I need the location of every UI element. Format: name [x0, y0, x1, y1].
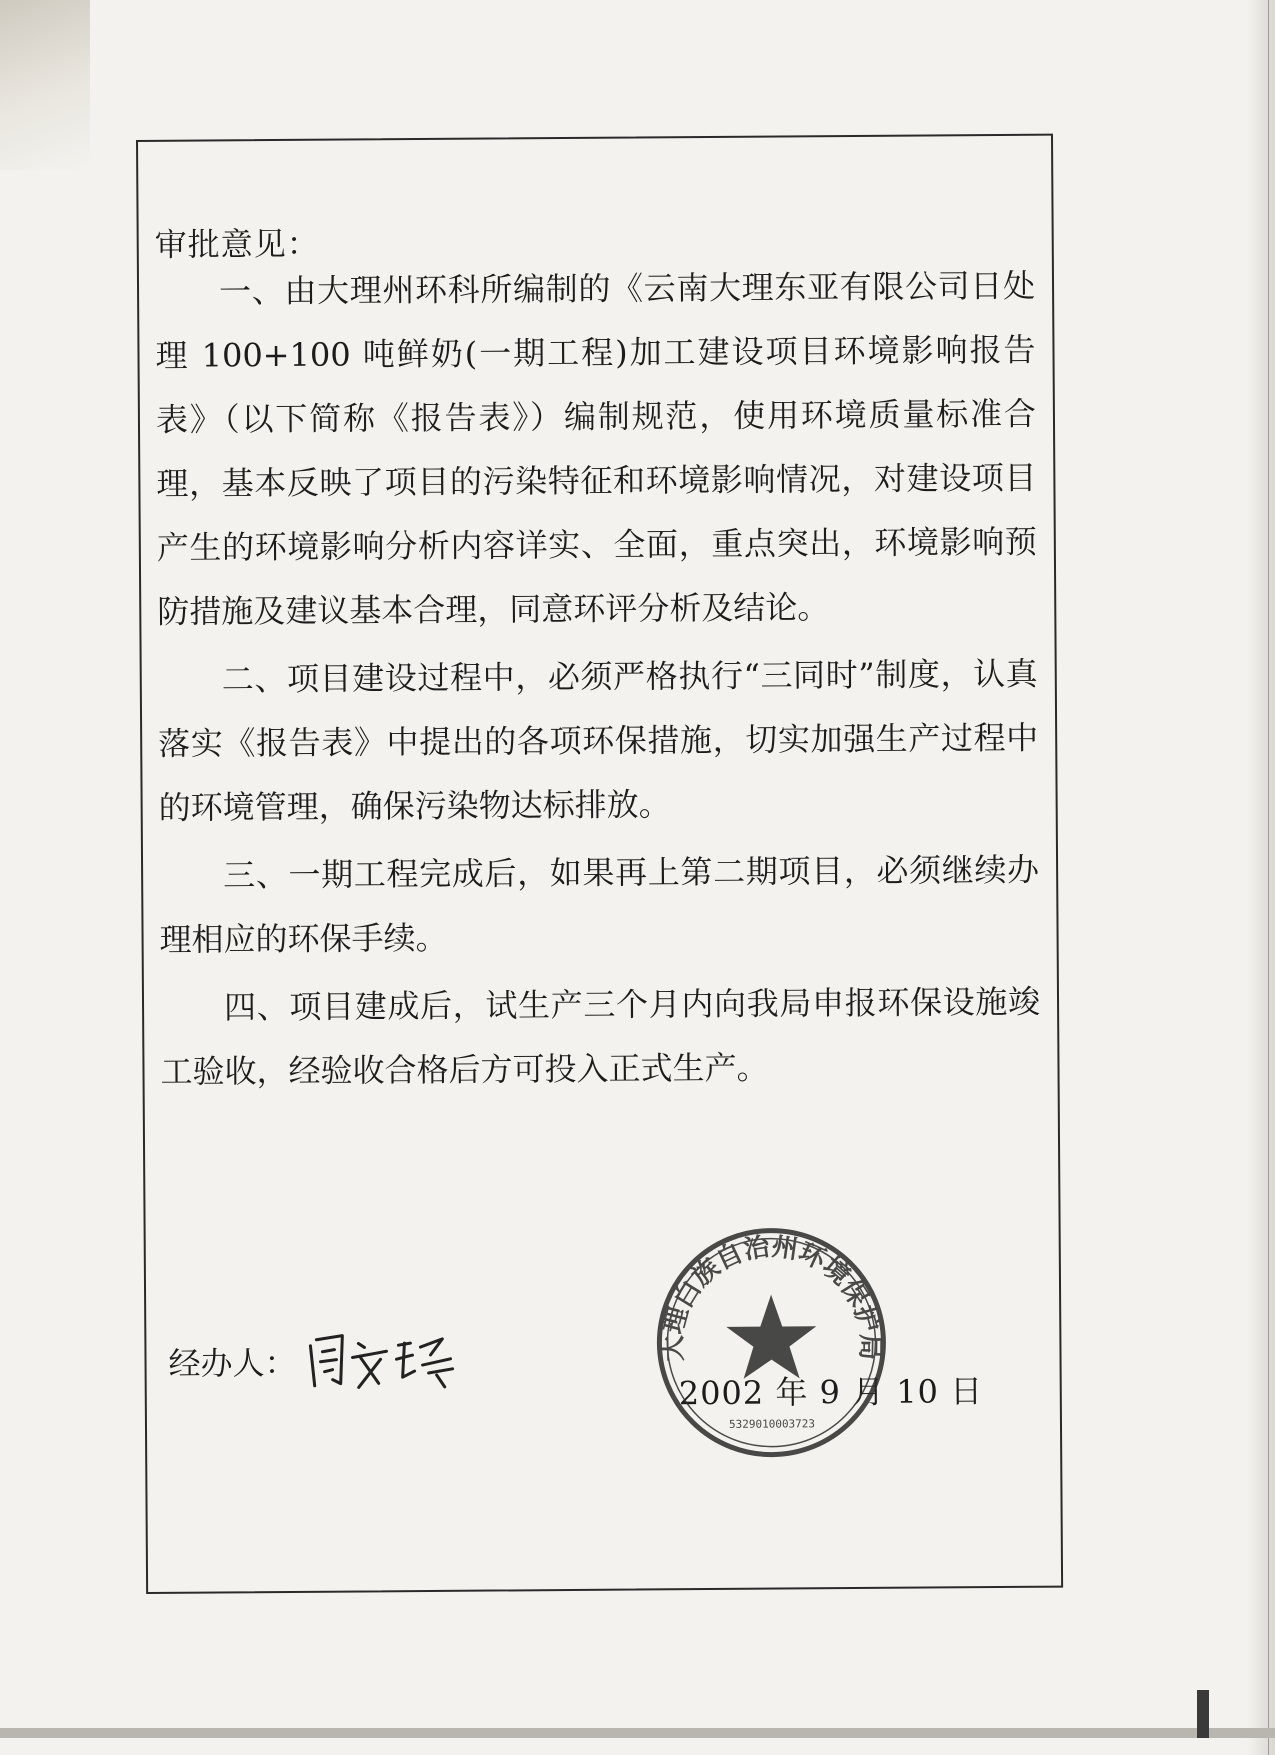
scan-corner-shadow	[0, 0, 90, 170]
seal-star-icon	[726, 1294, 817, 1379]
scan-edge-line	[1268, 0, 1269, 1755]
handwritten-signature	[302, 1325, 462, 1396]
seal-code: 5329010003723	[728, 1417, 816, 1431]
seal-text: 大理白族自治州环境保护局	[658, 1231, 885, 1362]
handler-label: 经办人：	[168, 1343, 297, 1383]
scan-mark	[1197, 1690, 1209, 1738]
opinion-paragraph-1: 一、由大理州环科所编制的《云南大理东亚有限公司日处理 100+100 吨鲜奶(一期工程)加工建设项目环境影响报告表》（以下简称《报告表》）编制规范，使用环境质量标准合理，基本反映了项目的污染特征和环境影响情况，对建设项目产生的环境影响分析内容详实、全面，重点突出，环境影响预防措施及建议基本合理，同意环评分析及结论。	[155, 266, 1037, 631]
approval-body	[155, 254, 1041, 1104]
scan-right-edge	[1247, 0, 1275, 1755]
official-seal	[651, 1222, 893, 1464]
handler-line	[168, 1325, 462, 1397]
approval-form-box	[136, 134, 1063, 1594]
opinion-paragraph-4: 四、项目建成后，试生产三个月内向我局申报环保设施竣工验收，经验收合格后方可投入正式生产。	[160, 982, 1041, 1091]
approval-heading: 审批意见：	[154, 224, 320, 264]
scan-bottom-bar	[0, 1728, 1275, 1738]
opinion-paragraph-2: 二、项目建设过程中，必须严格执行“三同时”制度，认真落实《报告表》中提出的各项环保措施，切实加强生产过程中的环境管理，确保污染物达标排放。	[158, 654, 1039, 827]
approval-date: 2002 年 9 月 10 日	[678, 1372, 984, 1413]
opinion-paragraph-3: 三、一期工程完成后，如果再上第二期项目，必须继续办理相应的环保手续。	[159, 850, 1040, 959]
